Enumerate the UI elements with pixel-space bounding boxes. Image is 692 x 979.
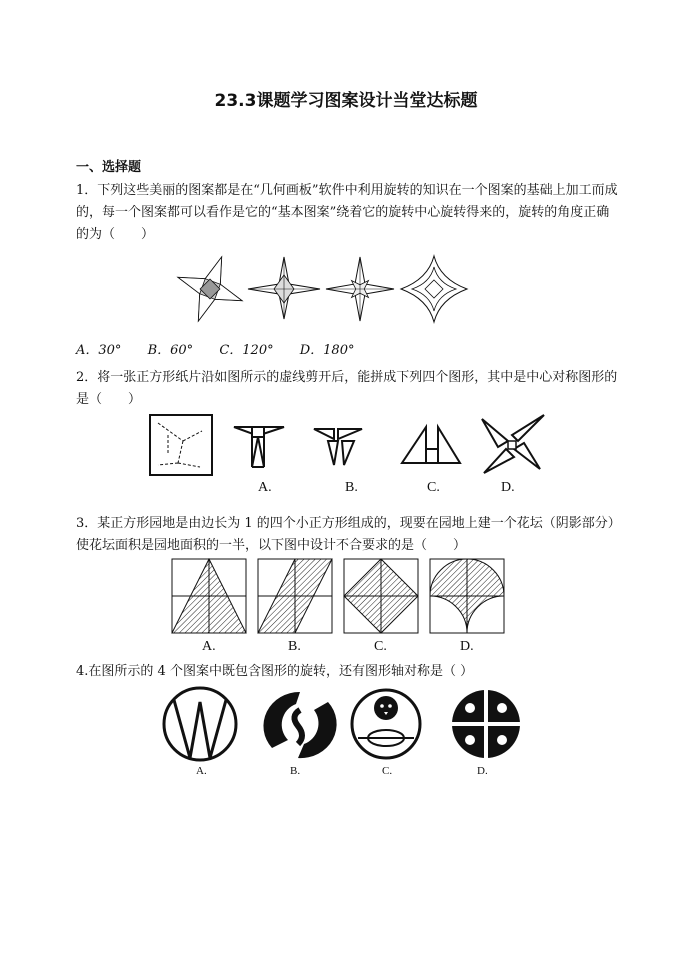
eight-point-star-figure bbox=[326, 257, 394, 321]
pinwheel-star-figure bbox=[166, 245, 253, 332]
option-d[interactable]: D．180° bbox=[299, 343, 355, 358]
question-3-figures bbox=[170, 557, 510, 637]
garden-c bbox=[344, 559, 418, 633]
option-c[interactable]: C．120° bbox=[219, 343, 274, 358]
four-point-star-figure bbox=[248, 257, 320, 319]
question-4-text: 4.在图所示的 4 个图案中既包含图形的旋转，还有图形轴对称是（ ） bbox=[76, 664, 474, 679]
question-4-figures bbox=[162, 686, 532, 762]
figure-c bbox=[402, 427, 460, 463]
curved-star-figure bbox=[401, 256, 467, 322]
pattern-d bbox=[452, 690, 520, 758]
option-a[interactable]: A．30° bbox=[76, 343, 122, 358]
pattern-c bbox=[352, 690, 420, 758]
q3-label-c: C. bbox=[374, 639, 387, 654]
q2-label-a: A. bbox=[258, 480, 272, 495]
question-2-figures bbox=[148, 413, 548, 479]
question-1-text: 1．下列这些美丽的图案都是在“几何画板”软件中利用旋转的知识在一个图案的基础上加工而成的，每一个图案都可以看作是它的“基本图案”绕着它的旋转中心旋转得来的，旋转的角度正确的为（ ） bbox=[76, 183, 618, 242]
question-3-text: 3．某正方形园地是由边长为 1 的四个小正方形组成的，现要在园地上建一个花坛（阴影部分）使花坛面积是园地面积的一半，以下图中设计不合要求的是（ ） bbox=[76, 516, 621, 553]
figure-d bbox=[482, 415, 544, 473]
pattern-a bbox=[164, 688, 236, 760]
dashed-square-figure bbox=[150, 415, 212, 475]
q4-label-b: B. bbox=[290, 765, 301, 777]
q4-label-c: C. bbox=[382, 765, 393, 777]
garden-d bbox=[430, 559, 504, 633]
page-title: 23.3课题学习图案设计当堂达标题 bbox=[214, 91, 478, 111]
section-heading: 一、选择题 bbox=[76, 160, 142, 175]
q3-label-b: B. bbox=[288, 639, 301, 654]
question-1-figures bbox=[172, 254, 472, 324]
garden-b bbox=[258, 559, 332, 633]
figure-b bbox=[314, 429, 362, 465]
q3-label-a: A. bbox=[202, 639, 216, 654]
q4-label-d: D. bbox=[477, 765, 488, 777]
pattern-b bbox=[263, 692, 336, 758]
figure-a bbox=[234, 427, 284, 467]
q2-label-b: B. bbox=[345, 480, 358, 495]
q2-label-d: D. bbox=[501, 480, 515, 495]
q2-label-c: C. bbox=[427, 480, 440, 495]
question-1-options bbox=[76, 339, 376, 358]
garden-a bbox=[172, 559, 246, 633]
question-2-text: 2．将一张正方形纸片沿如图所示的虚线剪开后，能拼成下列四个图形，其中是中心对称图形的是（ ） bbox=[76, 370, 618, 407]
q3-label-d: D. bbox=[460, 639, 474, 654]
q4-label-a: A. bbox=[196, 765, 207, 777]
option-b[interactable]: B．60° bbox=[147, 343, 194, 358]
